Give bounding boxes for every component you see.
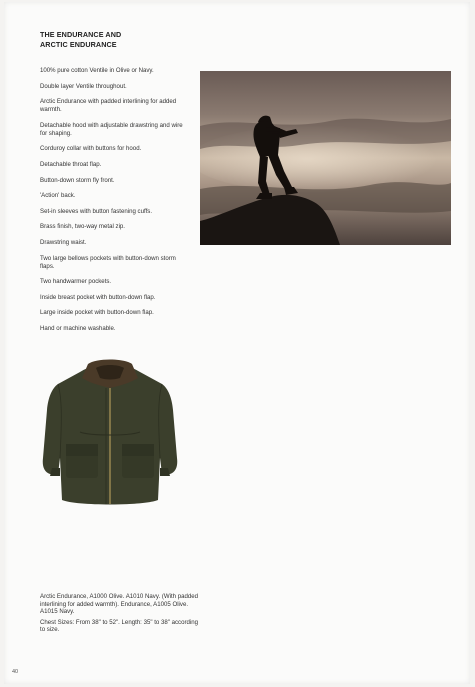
feature-item: Inside breast pocket with button-down flap.	[40, 293, 156, 301]
feature-item: Two handwarmer pockets.	[40, 278, 112, 286]
feature-item: Large inside pocket with button-down flap.	[40, 309, 154, 317]
product-codes	[40, 593, 200, 637]
model-list: Arctic Endurance, A1000 Olive. A1010 Navy. (With padded interlining for added warmth). Endurance, A1005 Olive. A1015 Navy.	[40, 593, 199, 616]
catalog-page	[4, 2, 470, 684]
feature-item: Detachable hood with adjustable drawstring and wire for shaping.	[40, 121, 183, 137]
heading-line-2: ARCTIC ENDURANCE	[40, 40, 117, 49]
hiker-silhouette-photo	[200, 71, 451, 245]
feature-item: 100% pure cotton Ventile in Olive or Navy.	[40, 67, 154, 74]
endurance-jacket-image	[40, 358, 180, 513]
feature-item: Button-down storm fly front.	[40, 176, 115, 184]
heading-line-1: THE ENDURANCE AND	[40, 30, 122, 39]
feature-list	[40, 67, 190, 341]
feature-item: Hand or machine washable.	[40, 324, 116, 332]
feature-item: Two large bellows pockets with button-down storm flaps.	[40, 254, 176, 270]
feature-item: Corduroy collar with buttons for hood.	[40, 145, 142, 153]
feature-item: Drawstring waist.	[40, 238, 87, 246]
feature-item: Set-in sleeves with button fastening cuffs.	[40, 207, 153, 215]
feature-item: Brass finish, two-way metal zip.	[40, 223, 126, 231]
feature-item: 'Action' back.	[40, 192, 76, 200]
feature-item: Arctic Endurance with padded interlining for added warmth.	[40, 98, 177, 114]
feature-item: Double layer Ventile throughout.	[40, 82, 127, 90]
page-heading	[40, 30, 121, 50]
size-info: Chest Sizes: From 38" to 52". Length: 35" to 38" according to size.	[40, 618, 199, 634]
page-number: 40	[12, 669, 19, 675]
feature-item: Detachable throat flap.	[40, 160, 102, 168]
